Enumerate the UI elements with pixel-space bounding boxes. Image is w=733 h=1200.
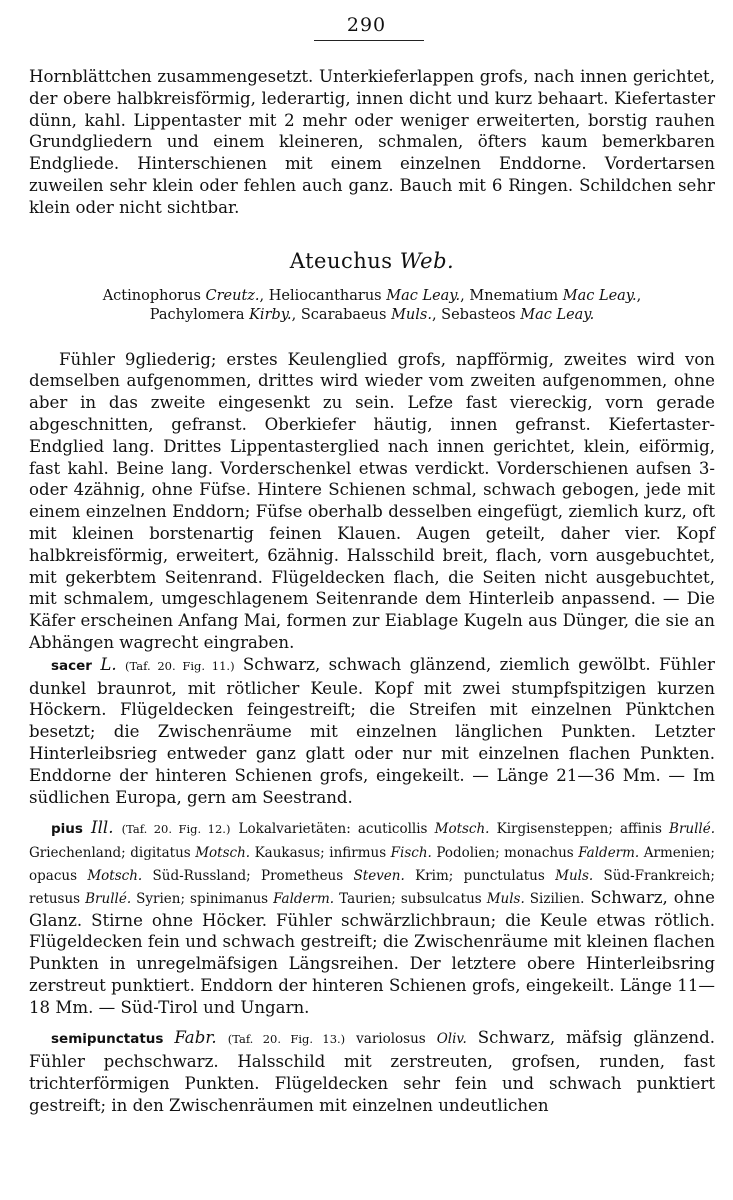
species-description: Schwarz, schwach glänzend, ziemlich gewölbt. Fühler dunkel braunrot, mit rötlicher Keule. Kopf mit zwei stumpfspitzigen kurzen Höckern. Flügeldecken feingestreift; die Streifen mit einzelnen Pünktchen besetzt; die Zwischenräume mit einzelnen länglichen Punkten. Letzter Hinterleibsrieg entweder ganz glatt oder nur mit einzelnen flachen Punkten. Enddorne der hinteren Schienen grofs, eingekeilt. — Länge 21—36 Mm. — Im südlichen Europa, gern am Seestrand. [29,654,715,807]
species-pius [29,817,715,1018]
species-sacer [29,654,715,809]
synonym-name: Sebasteos [441,306,516,323]
plate-reference: (Taf. 20. Fig. 11.) [124,658,235,673]
species-synonym-author: Oliv. [436,1031,467,1048]
synonym-name: Scarabaeus [300,306,387,323]
species-name: sacer [51,657,92,674]
species-author: Fabr. [174,1028,217,1048]
species-author: L. [100,654,117,674]
synonym-author: Creutz. [205,287,260,304]
synonym-author: Mac Leay. [562,287,637,304]
genus-name: Ateuchus [289,248,393,273]
plate-reference: (Taf. 20. Fig. 13.) [227,1032,346,1047]
intro-paragraph: Hornblättchen zusammengesetzt. Unterkieferlappen grofs, nach innen gerichtet, der obere halbkreisförmig, lederartig, innen dicht und kurz behaart. Kiefertaster dünn, kahl. Lippentaster mit 2 mehr oder weniger erweiterten, borstig rauhen Grundgliedern und einem kleineren, schmalen, öfters kaum bemerkbaren Endgliede. Hinterschienen mit einem einzelnen Enddorne. Vordertarsen zuweilen sehr klein oder fehlen auch ganz. Bauch mit 6 Ringen. Schildchen sehr klein oder nicht sichtbar. [29,67,715,217]
synonym-author: Kirby. [249,306,292,323]
page-content [29,66,715,1117]
local-varieties: Lokalvarietäten: acuticollis Motsch. Kirgisensteppen; affinis Brullé. Griechenland; digitatus Motsch. Kaukasus; infirmus Fisch. Podolien; monachus Falderm. Armenien; opacus Motsch. Süd-Russland; Prometheus Steven. Krim; punctulatus Muls. Süd-Frankreich; retusus Brullé. Syrien; spinimanus Falderm. Taurien; subsulcatus Muls. Sizilien. [29,821,716,907]
genus-author: Web. [399,248,455,273]
species-semipunctatus [29,1027,715,1116]
genus-description: Fühler 9gliederig; erstes Keulenglied grofs, napfförmig, zweites wird von demselben aufgenommen, drittes wird wieder vom zweiten aufgenommen, ohne aber in das zweite eingesenkt zu sein. Lefze fast viereckig, vorn gerade abgeschnitten, gefranst. Oberkiefer häutig, innen gefranst. Kiefertaster-Endglied lang. Drittes Lippentasterglied nach innen gerichtet, klein, eiförmig, fast kahl. Beine lang. Vorderschenkel etwas verdickt. Vorderschienen aufsen 3- oder 4zähnig, ohne Füfse. Hintere Schienen schmal, schwach gebogen, jede mit einem einzelnen Enddorn; Füfse oberhalb desselben eingefügt, ziemlich kurz, oft mit kleinen borstenartig feinen Klauen. Augen geteilt, daher vier. Kopf halbkreisförmig, erweitert, 6zähnig. Halsschild breit, flach, vorn ausgebuchtet, mit gekerbtem Seitenrand. Flügeldecken flach, die Seiten nicht ausgebuchtet, mit schmalem, umgeschlagenem Seitenrande dem Hinterleib anpassend. — Die Käfer erscheinen Anfang Mai, formen zur Eiablage Kugeln aus Dünger, die sie an Abhängen wagrecht eingraben. [29,349,715,652]
synonym-name: Mnematium [469,287,559,304]
species-author: Ill. [91,818,114,838]
page-number: 290 [346,14,387,36]
synonym-name: Heliocantharus [268,287,382,304]
synonym-author: Mac Leay. [386,287,461,304]
species-description: Schwarz, ohne Glanz. Stirne ohne Höcker. Fühler schwärzlichbraun; die Keule etwas rötlich. Flügeldecken fein und schwach gestreift; die Zwischenräume mit kleinen flachen Punkten in unregelmäfsigen Längsreihen. Der letztere obere Hinterleibsring zerstreut punktiert. Enddorn der hinteren Schienen grofs, eingekeilt. Länge 11—18 Mm. — Süd-Tirol und Ungarn. [29,887,715,1017]
plate-reference: (Taf. 20. Fig. 12.) [121,822,231,837]
genus-synonyms: Actinophorus Creutz., Heliocantharus Mac Leay., Mnematium Mac Leay., Pachylomera Kirby., Scarabaeus Muls., Sebasteos Mac Leay. [102,287,642,323]
species-name: pius [51,821,83,838]
header-rule [314,40,424,41]
species-synonym: variolosus [356,1031,426,1048]
species-description: Schwarz, mäfsig glänzend. Fühler pechschwarz. Halsschild mit zerstreuten, grofsen, runden, fast trichterförmigen Punkten. Flügeldecken sehr fein und schwach punktiert gestreift; in den Zwischenräumen mit einzelnen undeutlichen [29,1028,715,1115]
genus-heading [29,249,715,273]
synonym-name: Pachylomera [149,306,245,323]
synonym-name: Actinophorus [102,287,201,304]
species-name: semipunctatus [51,1031,164,1048]
synonym-author: Mac Leay. [520,306,595,323]
synonym-author: Muls. [391,306,432,323]
